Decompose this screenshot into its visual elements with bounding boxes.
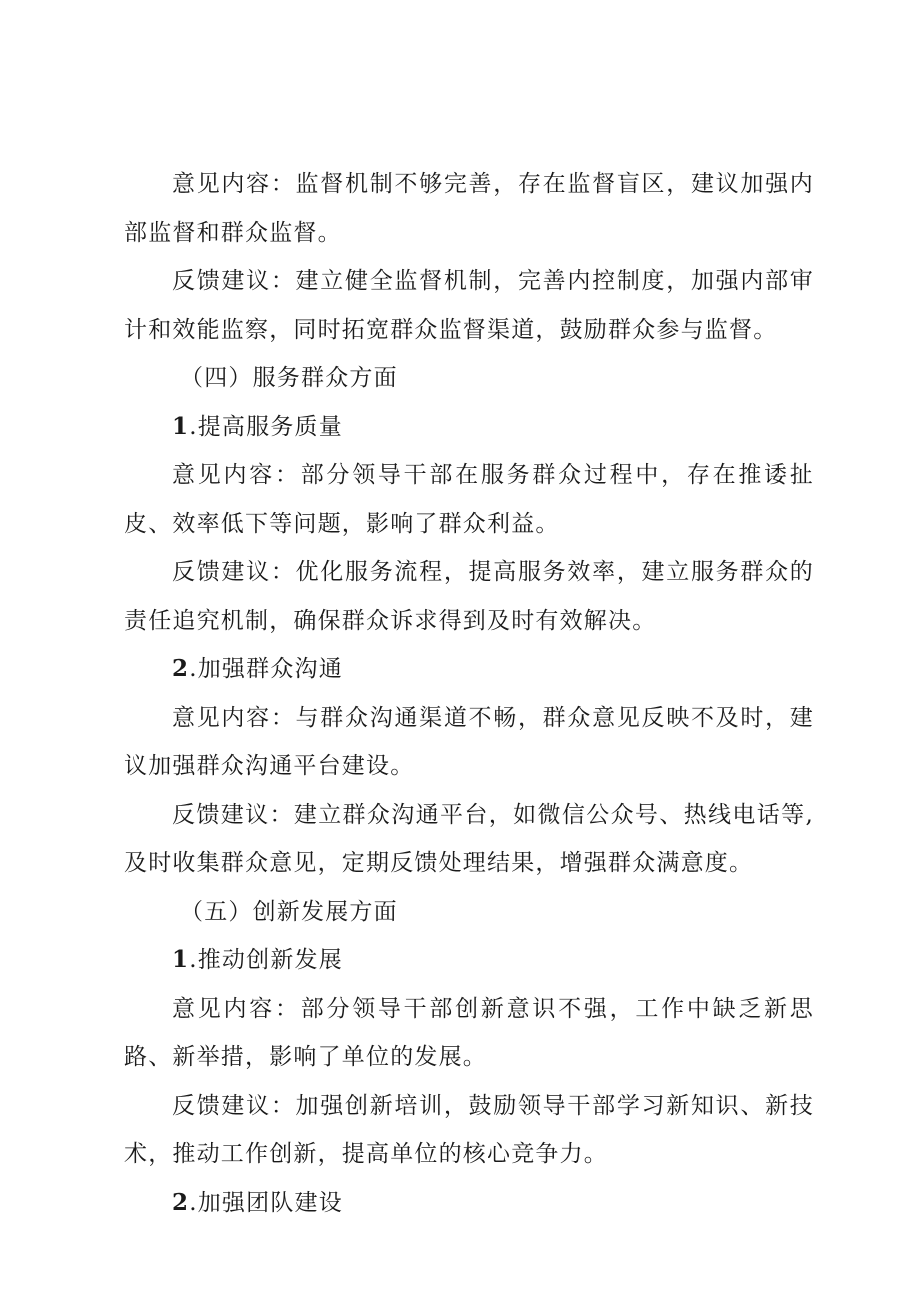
section-heading: （五）创新发展方面 (180, 898, 398, 925)
item-title: .加强团队建设 (189, 1189, 343, 1216)
item-title: .加强群众沟通 (189, 656, 343, 682)
section-heading: （四）服务群众方面 (180, 365, 398, 391)
item-heading (124, 403, 814, 452)
document-body (124, 160, 814, 1227)
paragraph: 反馈建议：建立群众沟通平台，如微信公众号、热线电话等,及时收集群众意见，定期反馈处理结果，增强群众满意度。 (124, 801, 814, 876)
item-title: .推动创新发展 (189, 947, 343, 973)
paragraph: 意见内容：与群众沟通渠道不畅，群众意见反映不及时，建议加强群众沟通平台建设。 (124, 704, 814, 779)
item-number: 2 (172, 655, 190, 682)
item-title: .提高服务质量 (189, 413, 343, 440)
item-heading (124, 936, 814, 985)
item-number: 1 (172, 946, 190, 973)
paragraph: 反馈建议：建立健全监督机制，完善内控制度，加强内部审计和效能监察，同时拓宽群众监督渠道，鼓励群众参与监督。 (124, 268, 814, 343)
paragraph: 意见内容：部分领导干部创新意识不强，工作中缺乏新思路、新举措，影响了单位的发展。 (124, 995, 814, 1070)
paragraph: 反馈建议：优化服务流程，提高服务效率，建立服务群众的责任追究机制，确保群众诉求得到及时有效解决。 (124, 559, 814, 634)
item-heading (124, 1179, 814, 1228)
paragraph: 意见内容：部分领导干部在服务群众过程中，存在推诿扯皮、效率低下等问题，影响了群众利益。 (124, 462, 814, 537)
item-heading (124, 645, 814, 694)
item-number: 1 (172, 412, 190, 440)
paragraph: 意见内容：监督机制不够完善，存在监督盲区，建议加强内部监督和群众监督。 (124, 171, 814, 246)
item-number: 2 (172, 1188, 190, 1216)
paragraph: 反馈建议：加强创新培训，鼓励领导干部学习新知识、新技术，推动工作创新，提高单位的核心竞争力。 (124, 1092, 814, 1167)
